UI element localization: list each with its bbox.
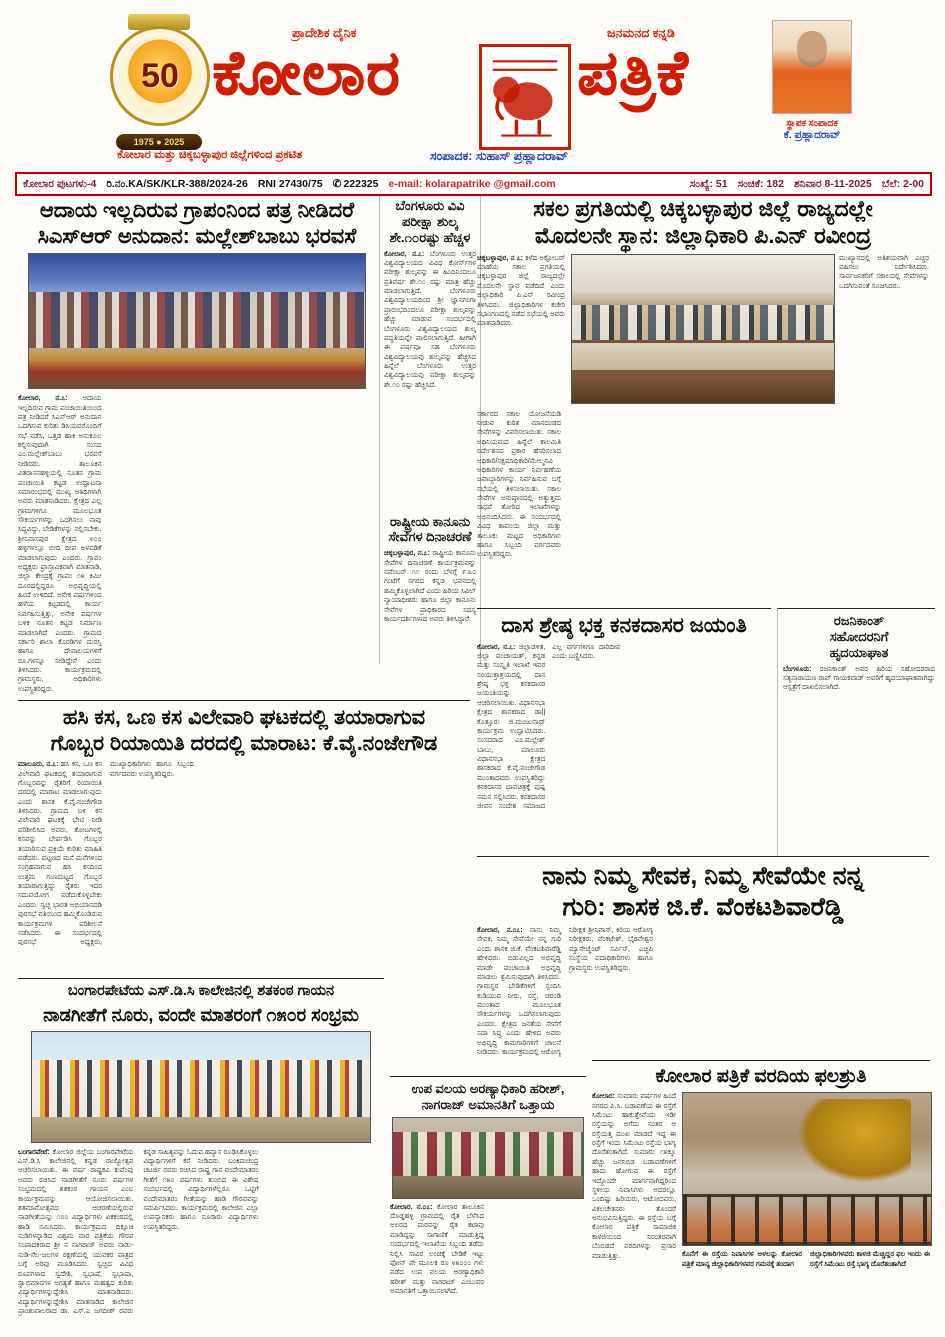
article-rajinikanth-brother [777,608,935,857]
phone-number: ✆ 222325 [332,178,379,190]
volume-number: ಸಂಖ್ಯೆ: 51 [689,177,728,190]
paper-title-word2: ಪತ್ರಿಕೆ [577,39,689,108]
article-body: ಮಾಲೂರು, ನ.೭: ಹಸಿ ಕಸ, ಒಣ ಕಸ ವಿಲೇವಾರಿ ಘಟಕದಲ್ಲಿ ತಯಾರಾಗುವ ಗೊಬ್ಬರವನ್ನು ರೈತರಿಗೆ ರಿಯಾಯಿತಿ ದರದಲ್ಲಿ ಮಾರಾಟ ಮಾಡಲಾಗುವುದು ಎಂದು ಶಾಸಕ ಕೆ.ವೈ.ನಂಜೇಗೌಡ ತಿಳಿಸಿದರು. ಗ್ರಾಮದ ಬಳಿ ಕಸ ವಿಲೇವಾರಿ ಘಟಕಕ್ಕೆ ಭೇಟಿ ನೀಡಿ ಪರಿಶೀಲಿಸಿದ ಅವರು, ತೋಟಗಳಲ್ಲಿ ಕಸವನ್ನು ಬೇರ್ಪಡಿಸಿ ಗೊಬ್ಬರ ತಯಾರಿಸುವ ಪ್ರಕ್ರಿಯೆ ಕುರಿತು ಮಾಹಿತಿ ಪಡೆದರು. ಪಟ್ಟಣದ ಮನೆ ಮನೆಗಳಿಂದ ಸಂಗ್ರಹವಾಗುವ ಹಸಿ ಕಸದಿಂದ ಉತ್ತಮ ಗುಣಮಟ್ಟದ ಗೊಬ್ಬರ ತಯಾರಾಗುತ್ತಿದ್ದು ರೈತರು ಇದರ ಸದುಪಯೋಗ ಪಡೆದುಕೊಳ್ಳಬೇಕು ಎಂದರು. ಸ್ವಚ್ಛ ಭಾರತ ಅಭಿಯಾನದಡಿ ಪುರಸಭೆ ವತಿಯಿಂದ ಹಮ್ಮಿಕೊಂಡಿರುವ ಕಾರ್ಯಕ್ರಮಗಳ ಪರಿಶೀಲನೆ ನಡೆಸಿದರು. ಈ ಸಂದರ್ಭದಲ್ಲಿ ಪುರಸಭೆ ಅಧ್ಯಕ್ಷರು, ಮುಖ್ಯಾಧಿಕಾರಿಗಳು ಹಾಗೂ ಸಿಬ್ಬಂದಿ ವರ್ಗದವರು ಉಪಸ್ಥಿತರಿದ್ದರು. [18,761,194,947]
article-body-left: ಚಿಕ್ಕಬಳ್ಳಾಪುರ, ನ ೭: ಕಳೆದ ಅಕ್ಟೋಬರ್ ಮಾಹೆಯ ಸಕಾಲ ಪ್ರಗತಿಯಲ್ಲಿ ಚಿಕ್ಕಬಳ್ಳಾಪುರ ಜಿಲ್ಲೆ ರಾಜ್ಯದಲ್ಲೇ ಮೊದಲನೇ ಸ್ಥಾನ ಪಡೆದಿದೆ ಎಂದು ಜಿಲ್ಲಾಧಿಕಾರಿ ಪಿ.ಎನ್ ರವೀಂದ್ರ ತಿಳಿಸಿದರು. ಜಿಲ್ಲಾಧಿಕಾರಿಗಳ ಕಚೇರಿ ಸಭಾಂಗಣದಲ್ಲಿ ನಡೆದ ಸಭೆಯಲ್ಲಿ ಅವರು ಮಾತನಾಡಿದರು. [477,254,565,328]
article-body: ಕೋಲಾರ, ನ.೦೭: ಕೋಲಾರ ತಾಲೂಕಿನ ದೊಡ್ಡಹಳ್ಳಿ ಗ್ರಾಮದಲ್ಲಿ ರೈತ ಬೆಳೆಸಿದ ಅಲರದ ಮರವನ್ನು ರೈತ ಕಟಾವು ಮಾಡಿದ್ದನ್ನು ಸಾಗಾಣಿಕೆ ಮಾಡುತ್ತಿದ್ದ ಸಂದರ್ಭದಲ್ಲಿ ಇಲಾಖೆಯ ಸಿಬ್ಬಂದಿ ತಡೆದು ನಿಲ್ಲಿಸಿ ಸಾವಿರ ಲಂಚಕ್ಕೆ ಬೇಡಿಕೆ ಇಟ್ಟು ಫೋನ್ ಪೇ ಮೂಲಕ ರೂ ೪೫೦೦೦ ಗಳು ಪಡೆದ ಉಪ ವಲಯ ಅರಣ್ಯಾಧಿಕಾರಿ ಹರೀಶ್ ಮತ್ತು ನಾಗರಾಜ್ ಎಂಬುವರ ಅಮಾನತಿಗೆ ಒತ್ತಾಯಿಸಲಾಗಿದೆ. [390,1203,484,1296]
masthead-tagline-left: ಪ್ರಾದೇಶಿಕ ದೈನಿಕ [292,26,357,40]
founder-block [758,20,866,142]
article-body: ಕೋಲಾರ, ನ.೭: ಆದಾಯ ಇಲ್ಲದಿರುವ ಗ್ರಾಮ ಪಂಚಾಯಿತಿಯಿಂದ ಪತ್ರ ನೀಡಿದರೆ ಸಿಎಸ್‌ಆರ್ ಅನುದಾನ ಒದಗಿಸುವ ಕುರಿತು ಡಿಸಿಯವರೊಂದಿಗೆ ಸಭೆ ನಡೆಸಿ, ಒತ್ತಡ ಹಾಕಿ ಅನುಕೂಲ ಕಲ್ಪಿಸುವುದಾಗಿ ಸಂಸದ ಎಂ.ಮಲ್ಲೇಶ್‌ಬಾಬು ಭರವಸೆ ನೀಡಿದರು. ತಾಲೂಕಿನ ವಿತರಾಸನಹಳ್ಳಿಯಲ್ಲಿ ನೂತನ ಗ್ರಾಮ ಪಂಚಾಯಿತಿ ಕಟ್ಟಡ ಉದ್ಘಾಟನಾ ಸಮಾರಂಭದಲ್ಲಿ ಮುಖ್ಯ ಅತಿಥಿಗಳಾಗಿ ಅವರು ಮಾತನಾಡಿದರು. ಕ್ಷೇತ್ರದ ಎಲ್ಲ ಗ್ರಾಮಗಳಿಗೂ ಮೂಲಭೂತ ಸೌಕರ್ಯಗಳನ್ನು ಒದಗಿಸಲು ನಾವು ಸಿದ್ಧವಿದ್ದು, ಬೇಡಿಕೆಗಳನ್ನು ಸಲ್ಲಿಸಬೇಕು. ಶ್ರೀನಿವಾಸಪುರ ಕ್ಷೇತ್ರದ ೪೦೦ ಹಳ್ಳಿಗಳಲ್ಲೂ ಬೀದಿ ದೀಪ ಅಳವಡಿಕೆ ಮಾಡಲಾಗುವುದು ಎಂದರು. ಗ್ರಾಪಂ ಅಧ್ಯಕ್ಷರು ಪ್ರಾಸ್ತಾವಿಕವಾಗಿ ಮಾತನಾಡಿ, ಜಿಲ್ಲಾ ಕೇಂದ್ರಕ್ಕೆ ಗ್ರಾಪಂ ೧೫ ಕಿಮೀ ದೂರದಲ್ಲಿದ್ದರೂ ಅಭಿವೃದ್ಧಿಯಲ್ಲಿ ಹಿಂದೆ ಉಳಿದಿದೆ. ಅನೇಕ ವರ್ಷಗಳಿಂದ ಹಳೆಯ ಕಟ್ಟಡದಲ್ಲಿ ಕಾರ್ಯ ನಿರ್ವಹಿಸುತ್ತಿತ್ತು, ಅನೇಕ ವರ್ಷಗಳ ಬಳಿಕ ನೂತನ ಕಟ್ಟಡ ನಿರ್ಮಾಣ ಮಾಡಲಾಗಿದೆ ಎಂದರು. ಗ್ರಾಮದ ಸರ್ಕಾರಿ ಶಾಲಾ ಕೊಠಡಿಗಳ ದುರಸ್ತಿ ಹಾಗೂ ದೇವಾಲಯಗಳಿಗೆ ರೂ.ಗಳನ್ನೂ ನೀಡಿದ್ದೇನೆ ಎಂದು ತಿಳಿಸಿದರು. ಕಾರ್ಯಕ್ರಮದಲ್ಲಿ ಗ್ರಾಮಸ್ಥರು, ಅಧಿಕಾರಿಗಳು ಉಪಸ್ಥಿತರಿದ್ದರು. [18,395,102,693]
headline: ಹಸಿ ಕಸ, ಒಣ ಕಸ ವಿಲೇವಾರಿ ಘಟಕದಲ್ಲಿ ತಯಾರಾಗುವ ಗೊಬ್ಬರ ರಿಯಾಯಿತಿ ದರದಲ್ಲಿ ಮಾರಾಟ: ಕೆ.ವೈ.ನಂಜೇಗೌಡ [50,706,438,755]
published-from-line: ಕೋಲಾರ ಮತ್ತು ಚಿಕ್ಕಬಳ್ಳಾಪುರ ಜಿಲ್ಲೆಗಳಿಂದ ಪ್ರಕಟಿತ [117,149,303,161]
article-body: ಕೋಲಾರ, ನ.೭: ಜಿಲ್ಲಾಡಳಿತ, ಜಿಲ್ಲಾ ಪಂಚಾಯತ್, ಕನ್ನಡ ಮತ್ತು ಸಂಸ್ಕೃತಿ ಇಲಾಖೆ ಇವರ ಸಂಯುಕ್ತಾಶ್ರಯದಲ್ಲಿ ದಾಸ ಶ್ರೇಷ್ಠ ಭಕ್ತ ಕನಕದಾಸರ ಜಯಂತಿಯನ್ನು ಆಚರಿಸಲಾಯಿತು. ವಿಧಾನಸಭಾ ಕ್ಷೇತ್ರದ ಶಾಸಕರಾದ ಡಾ|| ಕೊತ್ತೂರು ಜಿ.ಮಂಜುನಾಥ್ ಕಾರ್ಯಕ್ರಮ ಉದ್ಘಾಟಿಸಿದರು. ಸಂಸದರಾದ ಎಂ.ಮಲ್ಲೇಶ್ ಬಾಬು, ಮಾಲೂರು ವಿಧಾನಸಭಾ ಕ್ಷೇತ್ರದ ಶಾಸಕರಾದ ಕೆ.ವೈ.ನಂಜೇಗೌಡ ಮುಂತಾದವರು ಉಪಸ್ಥಿತರಿದ್ದು ಕನಕದಾಸರ ಭಾವಚಿತ್ರಕ್ಕೆ ಪುಷ್ಪ ನಮನ ಸಲ್ಲಿಸಿದರು. ಕನಕದಾಸರ ಜೀವನ ಸಂದೇಶ ಸಮಾಜದ ಎಲ್ಲ ವರ್ಗಗಳಿಗೂ ದಾರಿದೀಪ ಎಂದು ಬಣ್ಣಿಸಿದರು. [477,643,621,810]
brief-body: ಕೋಲಾರ, ನ.೭: ಬೆಂಗಳೂರು ಉತ್ತರ ವಿಶ್ವವಿದ್ಯಾಲಯದ ವಿವಿಧ ಕೋರ್ಸ್‌ಗಳ ಪರೀಕ್ಷಾ ಶುಲ್ಕವನ್ನು ಈ ಹಿಂದಿನಿಂದಲೂ ಪ್ರತಿವರ್ಷ ಶೇ.೧೦ ರಷ್ಟು ಮಾತ್ರ ಹೆಚ್ಚು ಮಾಡಲಾಗುತ್ತಿದೆ. ಬೆಂಗಳೂರು ವಿಶ್ವವಿದ್ಯಾಲಯದಿಂದ ಶ್ರೀ ಜ್ಞಾನಗಂಗಾ ಪ್ರಾರಂಭದಿಂದಲೂ ಪರೀಕ್ಷಾ ಶುಲ್ಕವನ್ನು ಹೆಚ್ಚು ಮಾಡುವ ಸಂದರ್ಭದಲ್ಲಿ ಬೆಂಗಳೂರು ವಿಶ್ವವಿದ್ಯಾಲಯದ ಶುಲ್ಕ ಪದ್ಧತಿಯನ್ನೇ ಪಾಲಿಸಲಾಗುತ್ತಿದೆ. ಹೀಗಾಗಿ ಈ ವರ್ಷವೂ ಸಹ ಬೆಂಗಳೂರು ವಿಶ್ವವಿದ್ಯಾಲಯವು ಶುಲ್ಕವನ್ನು ಹೆಚ್ಚಿಸಿದ ಹಿನ್ನೆಲೆ ಬೆಂಗಳೂರು ಉತ್ತರ ವಿಶ್ವವಿದ್ಯಾಲಯವು ಪರೀಕ್ಷಾ ಶುಲ್ಕವನ್ನು ಶೇ.೧೦ ರಷ್ಟು ಹೆಚ್ಚಿಸಿದೆ. [384,250,476,389]
founder-title: ಸ್ಥಾಪಕ ಸಂಪಾದಕ [786,118,838,129]
article-forest-officers [390,1076,586,1337]
article-felicitation-photo [392,1117,584,1199]
brief-headline-exam-fee: ಬೆಂಗಳೂರು ವಿವಿ ಪರೀಕ್ಷಾ ಶುಲ್ಕ ಶೇ.೧೦ರಷ್ಟು ಹೆಚ್ಚಳ [389,198,471,245]
50-years-anniversary-logo [110,14,208,150]
photo-caption-right: ಜಿಲ್ಲಾಧಿಕಾರಿಗಳವರು ಕಾಳಜಿ ಮೆಚ್ಚಿದ್ದರ ಫಲ ಇಂದು ಈ ರಸ್ತೆಗೆ ಸಿಮೆಂಟು ರಸ್ತೆ ಭಾಗ್ಯ ದೊರೆತಂತಾಗಿದೆ [810,1251,930,1268]
headline: ಉಪ ವಲಯ ಅರಣ್ಯಾಧಿಕಾರಿ ಹರೀಶ್, ನಾಗರಾಜ್ ಅಮಾನತಿಗೆ ಒತ್ತಾಯ [411,1081,565,1112]
article-body: ಬೆಂಗಳೂರು: ರಜನಿಕಾಂತ್ ಅವರ ಹಿರಿಯ ಸಹೋದರರಾದ ಸತ್ಯನಾರಾಯಣ ರಾವ್ ಗಾಯಕವಾಡ್ ಅವರಿಗೆ ಹೃದಯಾಘಾತವಾಗಿದ್ದು ಆಸ್ಪತ್ರೆಗೆ ದಾಖಲಿಸಲಾಗಿದೆ. [783,665,935,692]
headline: ಆದಾಯ ಇಲ್ಲದಿರುವ ಗ್ರಾಪಂನಿಂದ ಪತ್ರ ನೀಡಿದರೆ ಸಿಎಸ್‌ಆರ್ ಅನುದಾನ: ಮಲ್ಲೇಶ್‌ಬಾಬು ಭರವಸೆ [37,199,357,248]
middle-briefs-column [379,196,481,664]
headline: ಕೋಲಾರ ಪತ್ರಿಕೆ ವರದಿಯ ಫಲಶ್ರುತಿ [655,1066,867,1087]
article-kanakadasa-jayanti [477,608,771,857]
article-body: ಕೋಲಾರ, ನ.೦೭: ನಾನು ನಿಮ್ಮ ಸೇವಕ, ನಿಮ್ಮ ಸೇವೆಯೇ ನನ್ನ ಗುರಿ ಎಂದು ಶಾಸಕ ಜಿ.ಕೆ. ವೆಂಕಟಶಿವಾರೆಡ್ಡಿ ಹೇಳಿದರು. ಬಿಡುವಿಲ್ಲದ ಅಭಿವೃದ್ಧಿ ಮಾಡೇ ಪಂಚಾಯಿತಿ ಅಭಿವೃದ್ಧಿ ಮಾಡಲು ಶ್ರಮಿಸುವುದಾಗಿ ತಿಳಿಸಿದರು. ಗ್ರಾಮಸ್ಥರ ಬೇಡಿಕೆಗಳಿಗೆ ಸ್ಪಂದಿಸಿ ಕುಡಿಯುವ ನೀರು, ರಸ್ತೆ, ಚರಂಡಿ ಮುಂತಾದ ಮೂಲಭೂತ ಸೌಕರ್ಯಗಳನ್ನು ಒದಗಿಸಲಾಗುವುದು ಎಂದರು. ಕ್ಷೇತ್ರದ ಜನತೆಯ ಸೇವೆಗೆ ಸದಾ ಸಿದ್ಧ ಎಂದು ಹೇಳಿದ ಅವರು ಅಭಿವೃದ್ಧಿ ಕಾಮಗಾರಿಗಳಿಗೆ ಚಾಲನೆ ನೀಡಿದರು. ಕಾರ್ಯಕ್ರಮದಲ್ಲಿ ಆರೋಗ್ಯ ನಿರೀಕ್ಷಕ ಶ್ರೀನಿವಾಸ್, ಕಿರಿಯ ಆರೋಗ್ಯ ನಿರೀಕ್ಷಕರು, ವೆಂಕಟೇಶ್, ಭೈರವೇಶ್ವರ ಮ್ಯಾನೇಜ್ಮೆಂಟ್ ಸರ್ವಿಸ್, ಎಚ್ಜಿಪಿ ಸಂಸ್ಥೆಯ ಪದಾಧಿಕಾರಿಗಳು ಹಾಗೂ ಗ್ರಾಮಸ್ಥರು ಉಪಸ್ಥಿತರಿದ್ದರು. [477,927,653,1056]
railing-shape [683,1194,931,1246]
article-body-left: ಕೋಲಾರ: ಸುಮಾರು ವರ್ಷಗಳ ಹಿಂದೆ ನಗರದ ಪಿ.ಸಿ. ಬಡಾವಣೆಯ ಈ ರಸ್ತೆಗೆ ಸಿಮೆಂಟು ಹಾಕುತ್ತೇವೆಂದು ಇಡೀ ರಸ್ತೆಯನ್ನು ಅಗೆದು ನಂತರ ಆ ರಸ್ತೆಯತ್ತ ಮುಖ ಮಾಡದೆ ಇದ್ದ ಈ ರಸ್ತೆಗೆ ಇಂದು ಸಿಮೆಂಟು ರಸ್ತೆಯ ಭಾಗ್ಯ ದೊರೆತಂತಾಗಿದೆ. ಸುಮಾರು ೧೫ಕ್ಕೂ ಹೆಚ್ಚು ಜನನಿಬಿಡ ಬಡಾವಣೆಗಳಿಗೆ ಹಾದು ಹೋಗುವ ಈ ರಸ್ತೆಗೆ ಇದ್ದೊಂದೇ ಮಾರ್ಗವಾಗಿದ್ದರಿಂದ ಸ್ಥಳೀಯ ನಿವಾಸಿಗಳು ಅದರಲ್ಲೂ ಒಂದಿಷ್ಟು ಹಿರಿಯರು, ಆಟೋದವರು, ವಿಕಲಚೇತನರು ತೊಂದರೆ ಅನುಭವಿಸುತ್ತಿದ್ದರು. ಈ ರಸ್ತೆಯ ಬಗ್ಗೆ ಕೋಲಾರ ಪತ್ರಿಕೆ ಸಾಮಾಜಿಕ ಕಾಳಜಿಯಿಂದ ನಿರಂತರವಾಗಿ ಬೆಂಬಿಡದೆ ವರದಿಗಳನ್ನು ಪ್ರಸಾರ ಮಾಡುತ್ತಿತ್ತು. [592,1093,676,1260]
registration-number: ರಿ.ನಂ.KA/SK/KLR-388/2024-26 [106,177,248,190]
article-mla-service [477,856,929,1060]
issue-infobar [15,172,932,196]
article-body-right: ಮುಖ್ಯಾನದಲ್ಲಿ ಅತಿಶಯವಾಗಿ ಎಚ್ಚರ ವಹಿಸಲು ನಿರ್ದೇಶಿಸಿದರು. ಸಾರ್ವಜನಿಕರಿಗೆ ಸಕಾಲದಲ್ಲಿ ಸೇವೆಗಳನ್ನು ಒದಗಿಸುವಂತೆ ಸೂಚಿಸಿದರು. [839,254,929,290]
article-body: ಬಂಗಾರಪೇಟೆ: ಕೋಲಾರ ಜಿಲ್ಲೆಯ ಬಂಗಾರಪೇಟೆಯ ಎಸ್.ಡಿ.ಸಿ ಕಾಲೇಜಿನಲ್ಲಿ ಕನ್ನಡ ರಾಜ್ಯೋತ್ಸವ ಆಚರಿಸಲಾಯಿತು. ಈ ವರ್ಷ ರಾಷ್ಟ್ರಕವಿ ಕುವೆಂಪು ಅವರು ರಚಿಸಿದ ನಾಡಗೀತೆಗೆ ನೂರು ವರ್ಷಗಳ ಸಂಭ್ರಮದಲ್ಲಿ ಶತಕಂಠ ಗಾಯನ ಎಂಬ ಕಾರ್ಯಕ್ರಮವನ್ನು ಆಯೋಜಿಸಲಾಯಿತು. ಶತಮಾನೋತ್ಸವದ ಆಚರಣೆಯಲ್ಲಿರುವ ನಾಡಗೀತೆಯನ್ನು ೧೦೦ ವಿದ್ಯಾರ್ಥಿಗಳು ಏಕಕಂಠದಲ್ಲಿ ಹಾಡಿ ನಮಿಸಿದರು. ಕಾರ್ಯಕ್ರಮದ ದಿಕ್ಸೂಚಿ ನುಡಿಗಳನ್ನಾಡಿದ ವಿಶ್ವಮ ವಾರ ಪತ್ರಿಕೆಯ ಗೌರವ ಸಂಪಾದಕರಾದ ಶ್ರೀ ನ ನಾಗರಾಜ್ ಅವರು ನಾಡು-ನುಡಿ-ನೆಲ-ಜಲಗಳ ರಕ್ಷಣೆಯಲ್ಲಿ ಯುವಕರ ಪಾತ್ರದ ಬಗ್ಗೆ ಅರಿವು ಮೂಡಿಸಿದರು. ಸ್ವಚ್ಛದ ವಿವಿಧ ರೂಪಗಳಾದ ಸ್ವದೇಶಿ, ಸ್ವಭಾಷೆ, ಸ್ವಭಾಷಾ, ಸ್ವಾಭಿಮಾನಗಳ ಅಗತ್ಯತೆ ಹಾಗೂ ಮಹತ್ವದ ಕುರಿತು ವಿದ್ಯಾರ್ಥಿಗಳನ್ನುದ್ದೇಶಿಸಿ ಮಾತನಾಡಿದರು. ವಿದ್ಯಾರ್ಥಿಗಳನ್ನುದ್ದೇಶಿಸಿ ಮಾತನಾಡಿದ ಕಾಲೇಜಿನ ಪ್ರಾಂಶುಪಾಲರಾದ ಡಾ. ಎಸ್.ಎ ಜಗದೀಶ್ ರವರು ಕನ್ನಡ ಸಾಹಿತ್ಯವನ್ನು ಓದುವ ಹವ್ಯಾಸ ರೂಢಿಸಿಕೊಳ್ಳಲು ವಿದ್ಯಾರ್ಥಿಗಳಿಗೆ ಕರೆ ನೀಡಿದರು. ಬಂಕಿಮಚಂದ್ರ ಚಟರ್ಜಿ ರವರು ರಚಿಸಿದ ರಾಷ್ಟ್ರ ಗಾನ ವಂದೇಮಾತರಂ ಗೀತೆಗೆ ೧೫೦ ವರ್ಷಗಳು ತುಂಬಿದ ಈ ವಿಶೇಷ ಸಂದರ್ಭದಲ್ಲಿ ವಿದ್ಯಾರ್ಥಿಗಳೆಲ್ಲರೂ ಒಟ್ಟಿಗೆ ವಂದೇಮಾತರಂ ಗೀತೆಯನ್ನು ಹಾಡಿ ಗೌರವವನ್ನು ಸಮರ್ಪಿಸಿದರು. ಕಾರ್ಯಕ್ರಮದಲ್ಲಿ ಕಾಲೇಜಿನ ಎಲ್ಲಾ ಉಪನ್ಯಾಸಕರು ಹಾಗೂ ನೂರಾರು ವಿದ್ಯಾರ್ಥಿಗಳು ಉಪಸ್ಥಿತರಿದ್ದರು. [18,1148,259,1316]
article-csr-grant [18,198,376,700]
logo-years: 1975 ● 2025 [116,134,202,150]
article-media-row [477,254,929,406]
photo-caption-left: ಕೊನೆಗೆ ಈ ರಸ್ತೆಯ ನಿವಾಸಿಗಳ ಅಳಲನ್ನು ಕೋಲಾರ ಪತ್ರಿಕೆ ಮಾನ್ಯ ಜಿಲ್ಲಾಧಿಕಾರಿಗಳವರ ಗಮನಕ್ಕೆ ತಂದಾಗ [682,1251,802,1268]
founder-photo [772,20,852,114]
edition-label: ಕೋಲಾರ ಪುಟಗಳು-4 [23,177,97,190]
date-line: ಶನಿವಾರ 8-11-2025 [793,177,872,190]
headline: ನಾಡಗೀತೆಗೆ ನೂರು, ವಂದೇ ಮಾತರಂಗೆ ೧೫೦ರ ಸಂಭ್ರಮ [43,1004,359,1025]
brief-body: ಚಿಕ್ಕಬಳ್ಳಾಪುರ, ನ.೭: ರಾಷ್ಟ್ರೀಯ ಕಾನೂನು ಸೇವೆಗಳ ದಿನಾಚರಣೆ ಕಾರ್ಯಕ್ರಮವನ್ನು ನವೆಂಬರ್ ೧೧ ರಂದು ಬೆಳಗ್ಗೆ ೯.೩೦ ಗಂಟೆಗೆ ನಗರದ ಕನ್ನಡ ಭವನದಲ್ಲಿ ಹಮ್ಮಿಕೊಳ್ಳಲಾಗಿದೆ ಎಂದು ಹಿರಿಯ ಸಿವಿಲ್ ನ್ಯಾಯಾಧೀಶರು ಹಾಗೂ ಜಿಲ್ಲಾ ಕಾನೂನು ಸೇವೆಗಳ ಪ್ರಾಧಿಕಾರದ ಸದಸ್ಯ ಕಾರ್ಯದರ್ಶಿಗಳಾದ ಅವರು ತಿಳಿಸಿದ್ದಾರೆ. [384,550,476,623]
issue-number: ಸಂಚಿಕೆ: 182 [737,177,784,190]
founder-name: ಕೆ. ಪ್ರಹ್ಲಾದರಾವ್ [783,129,841,141]
phone-icon: ✆ [332,178,342,190]
article-compost-sale [18,700,470,964]
article-csr-photo [28,253,366,389]
paper-title-word1: ಕೋಲಾರ [212,39,401,108]
headline: ನಾನು ನಿಮ್ಮ ಸೇವಕ, ನಿಮ್ಮ ಸೇವೆಯೇ ನನ್ನ ಗುರಿ: ಶಾಸಕ ಜಿ.ಕೆ. ವೆಂಕಟಶಿವಾರೆಡ್ಡಿ [542,862,864,921]
article-media-row [592,1092,930,1328]
headline: ರಜನಿಕಾಂತ್ ಸಹೋದರನಿಗೆ ಹೃದಯಾಘಾತ [829,613,889,660]
article-sakala-progress [477,196,929,608]
article-roadworks-photo [682,1092,932,1246]
editor-line: ಸಂಪಾದಕ: ಸುಹಾಸ್ ಪ್ರಹ್ಲಾದರಾವ್ [430,149,569,163]
elephant-emblem-icon [479,44,571,150]
price: ಬೆಲೆ: 2-00 [881,177,924,190]
masthead-tagline-right: ಜನಮನದ ಕನ್ನಡಿ [607,26,675,40]
rni-number: RNI 27430/75 [257,178,323,190]
email-address: e-mail: kolarapatrike @gmail.com [388,178,556,190]
headline: ಸಕಲ ಪ್ರಗತಿಯಲ್ಲಿ ಚಿಕ್ಕಬಳ್ಳಾಪುರ ಜಿಲ್ಲೆ ರಾಜ್ಯದಲ್ಲೇ ಮೊದಲನೇ ಸ್ಥಾನ: ಜಿಲ್ಲಾಧಿಕಾರಿ ಪಿ.ಎನ್ ರವೀಂದ್ರ [533,196,873,248]
excavator-shape [797,1099,911,1183]
article-meeting-photo [571,254,835,404]
logo-number: 50 [141,56,179,95]
kicker-headline: ಬಂಗಾರಪೇಟೆಯ ಎಸ್.ಡಿ.ಸಿ ಕಾಲೇಜಿನಲ್ಲಿ ಶತಕಂಠ ಗಾಯನ [67,983,335,999]
article-report-outcome [592,1060,930,1328]
article-college-singing [18,978,384,1326]
headline: ದಾಸ ಶ್ರೇಷ್ಠ ಭಕ್ತ ಕನಕದಾಸರ ಜಯಂತಿ [501,614,747,637]
article-body: ಸರ್ಕಾರದ ಸಕಾಲ ಯೋಜನೆಯಡಿ ನೀಡುವ ಕುರಿತ ಮಾನದಂಡದ ಸೇವೆಗಳನ್ನು ವಿವರಿಸಲಾಯಿತು. ಸಕಾಲ ಅಧಿನಿಯಮದ ಹಿನ್ನೆಲೆ ಕಾಲಮಿತಿ ನಿರ್ದೇಶನದ ಪ್ರಕಾರ ಹೆಸರಿಸಲಾದ ಅಧಿಕಾರಿ/ಸಕ್ಷಮಾಧಿಕಾರಿ/ಮೇಲ್ಮನವಿ ಅಧಿಕಾರಿಗಳ ಕಾರ್ಯ ನಿರ್ವಹಣೆಯ ಜವಾಬ್ದಾರಿಗಳನ್ನು ನಿರ್ವಹಿಸುವ ಬಗ್ಗೆ ಸಭೆಯಲ್ಲಿ ತಿಳಿಸಲಾಯಿತು. ಸಕಾಲ ಸೇವೆಗಳ ಅನುಷ್ಠಾನದಲ್ಲಿ ಅತ್ಯುತ್ತಮ ಸಾಧನೆ ತೋರಿದ ಇಲಾಖೆಗಳನ್ನು ಅಭಿನಂದಿಸಿದರು. ಈ ಸಂದರ್ಭದಲ್ಲಿ ವಿವಿಧ ತಾಪಂಯ ಜಿಲ್ಲಾ ಮತ್ತು ತಾಲೂಕು ಮಟ್ಟದ ಅಧಿಕಾರಿಗಳು ಹಾಗೂ ಸಿಬ್ಬಂದಿ ವರ್ಗದವರು ಉಪಸ್ಥಿತರಿದ್ದರು. [477,410,561,559]
brief-headline-legal-services: ರಾಷ್ಟ್ರೀಯ ಕಾನೂನು ಸೇವೆಗಳ ದಿನಾಚರಣೆ [388,513,472,545]
article-students-photo [31,1031,371,1143]
